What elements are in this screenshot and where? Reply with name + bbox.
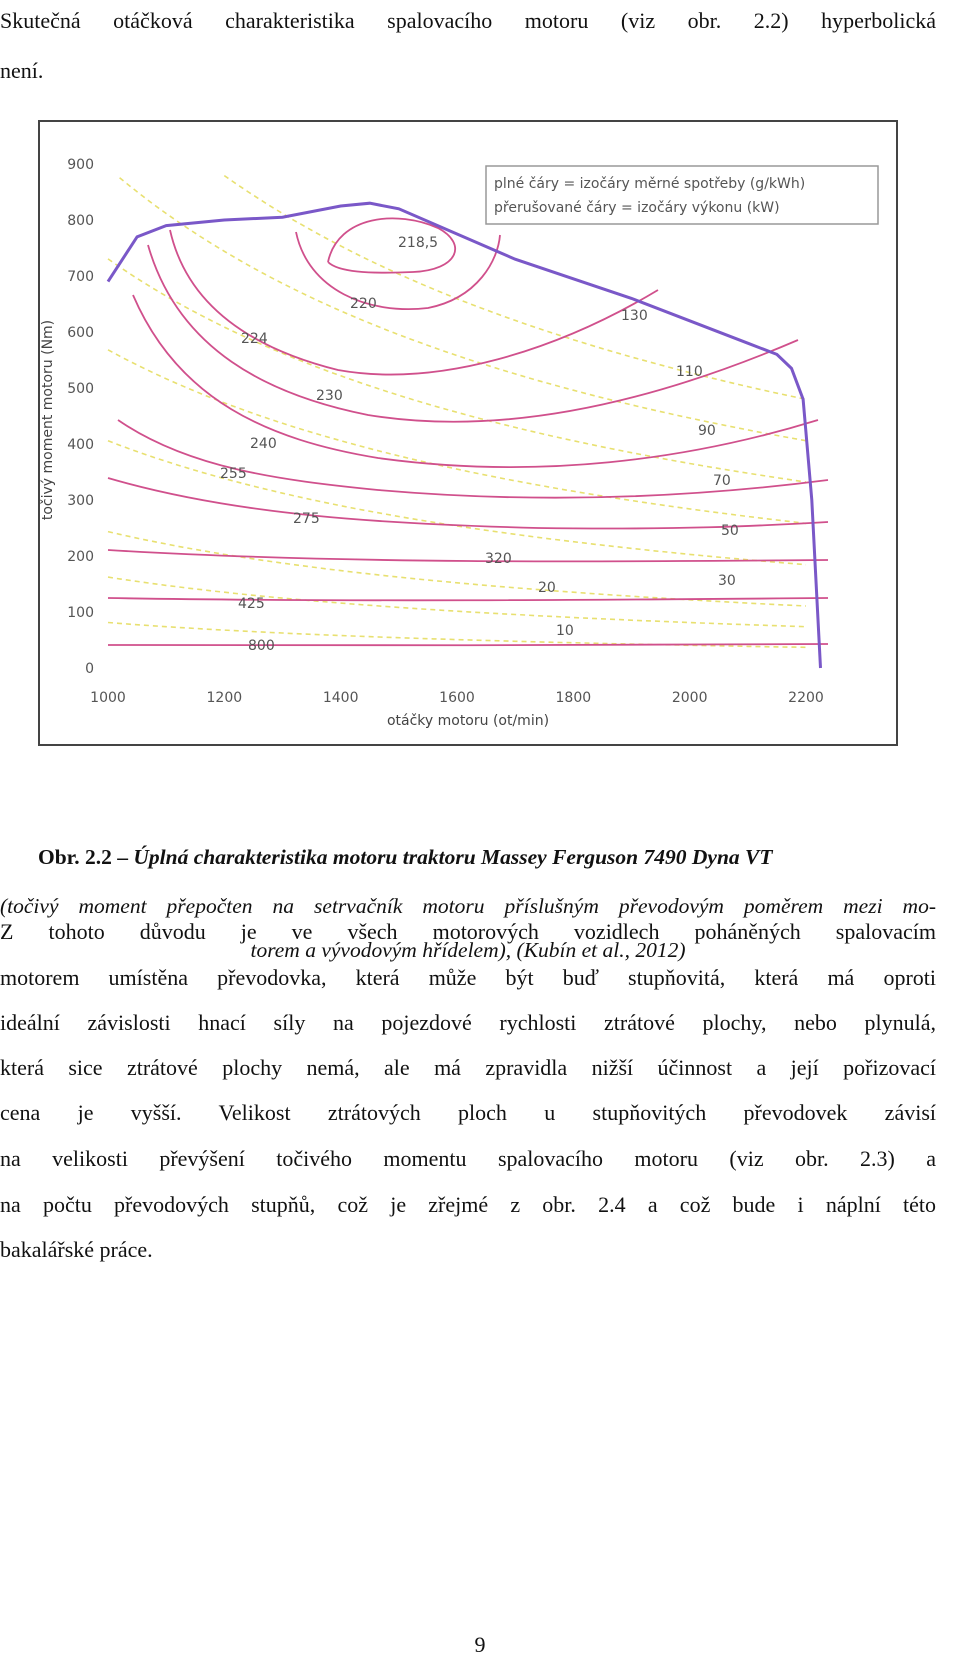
body-line: na velikosti převýšení točivého momentu spalovacího motoru (viz obr. 2.3) a (0, 1146, 936, 1171)
power-label: 20 (538, 580, 556, 596)
figure-caption-line-3: torem a vývodovým hřídelem), (Kubín et al., 2012) (250, 938, 686, 962)
consumption-label: 255 (220, 466, 247, 482)
power-label: 30 (718, 573, 736, 589)
x-axis-label: otáčky motoru (ot/min) (386, 713, 550, 729)
power-label: 90 (698, 423, 716, 439)
x-tick-label: 2000 (671, 690, 708, 706)
y-tick-label: 300 (67, 493, 94, 509)
power-label: 10 (556, 623, 574, 639)
consumption-label: 218,5 (398, 235, 439, 251)
intro-line-1: Skutečná otáčková charakteristika spalovacího motoru (viz obr. 2.2) hyperbolická (0, 8, 936, 33)
y-tick-label: 800 (67, 213, 94, 229)
page-number: 9 (474, 1632, 486, 1657)
legend-entry-power: přerušované čáry = izočáry výkonu (kW) (494, 200, 780, 216)
y-tick-label: 100 (67, 605, 94, 621)
body-line: ideální závislosti hnací síly na pojezdové rychlosti ztrátové plochy, nebo plynulá, (0, 1010, 936, 1035)
body-line: která sice ztrátové plochy nemá, ale má zpravidla nižší účinnost a její pořizovací (0, 1055, 936, 1080)
x-tick-label: 2200 (788, 690, 824, 706)
x-tick-label: 1400 (322, 690, 359, 706)
x-tick-label: 1200 (206, 690, 243, 706)
legend-entry-consumption: plné čáry = izočáry měrné spotřeby (g/kWh) (494, 176, 806, 192)
consumption-label: 425 (238, 596, 265, 612)
y-tick-label: 600 (67, 325, 94, 341)
consumption-label: 240 (250, 436, 277, 452)
body-line: Z tohoto důvodu je ve všech motorových vozidlech poháněných spalovacím (0, 919, 936, 944)
x-tick-label: 1800 (555, 690, 592, 706)
y-tick-label: 500 (67, 381, 94, 397)
y-tick-label: 0 (85, 661, 94, 677)
power-label: 50 (721, 523, 739, 539)
body-line: motorem umístěna převodovka, která může být buď stupňovitá, která má oproti (0, 965, 936, 990)
consumption-label: 224 (241, 331, 268, 347)
power-label: 130 (621, 308, 648, 324)
figure-caption-title (38, 842, 938, 872)
caption-prefix: Obr. 2.2 – (38, 845, 134, 869)
y-tick-label: 400 (67, 437, 94, 453)
figure-caption-line-2: (točivý moment přepočten na setrvačník motoru příslušným převodovým poměrem mezi mo- (0, 894, 936, 918)
y-tick-label: 200 (67, 549, 94, 565)
caption-title: Úplná charakteristika motoru traktoru Massey Ferguson 7490 Dyna VT (133, 845, 773, 869)
engine-map-chart (38, 120, 958, 794)
intro-line-2: není. (0, 58, 44, 83)
body-line: na počtu převodových stupňů, což je zřejmé z obr. 2.4 a což bude i náplní této (0, 1192, 936, 1217)
consumption-label: 275 (293, 511, 320, 527)
power-label: 70 (713, 473, 731, 489)
y-axis-label: točivý moment motoru (Nm) (40, 319, 56, 521)
y-tick-label: 900 (67, 157, 94, 173)
x-tick-label: 1600 (439, 690, 475, 706)
consumption-label: 320 (485, 551, 512, 567)
x-tick-label: 1000 (90, 690, 126, 706)
body-line: cena je vyšší. Velikost ztrátových ploch u stupňovitých převodovek závisí (0, 1100, 936, 1125)
engine-characteristic-figure (38, 120, 958, 794)
consumption-label: 230 (316, 388, 343, 404)
consumption-label: 220 (350, 296, 377, 312)
power-label: 110 (676, 364, 703, 380)
body-line: bakalářské práce. (0, 1237, 153, 1262)
y-tick-label: 700 (67, 269, 94, 285)
consumption-label: 800 (248, 638, 275, 654)
